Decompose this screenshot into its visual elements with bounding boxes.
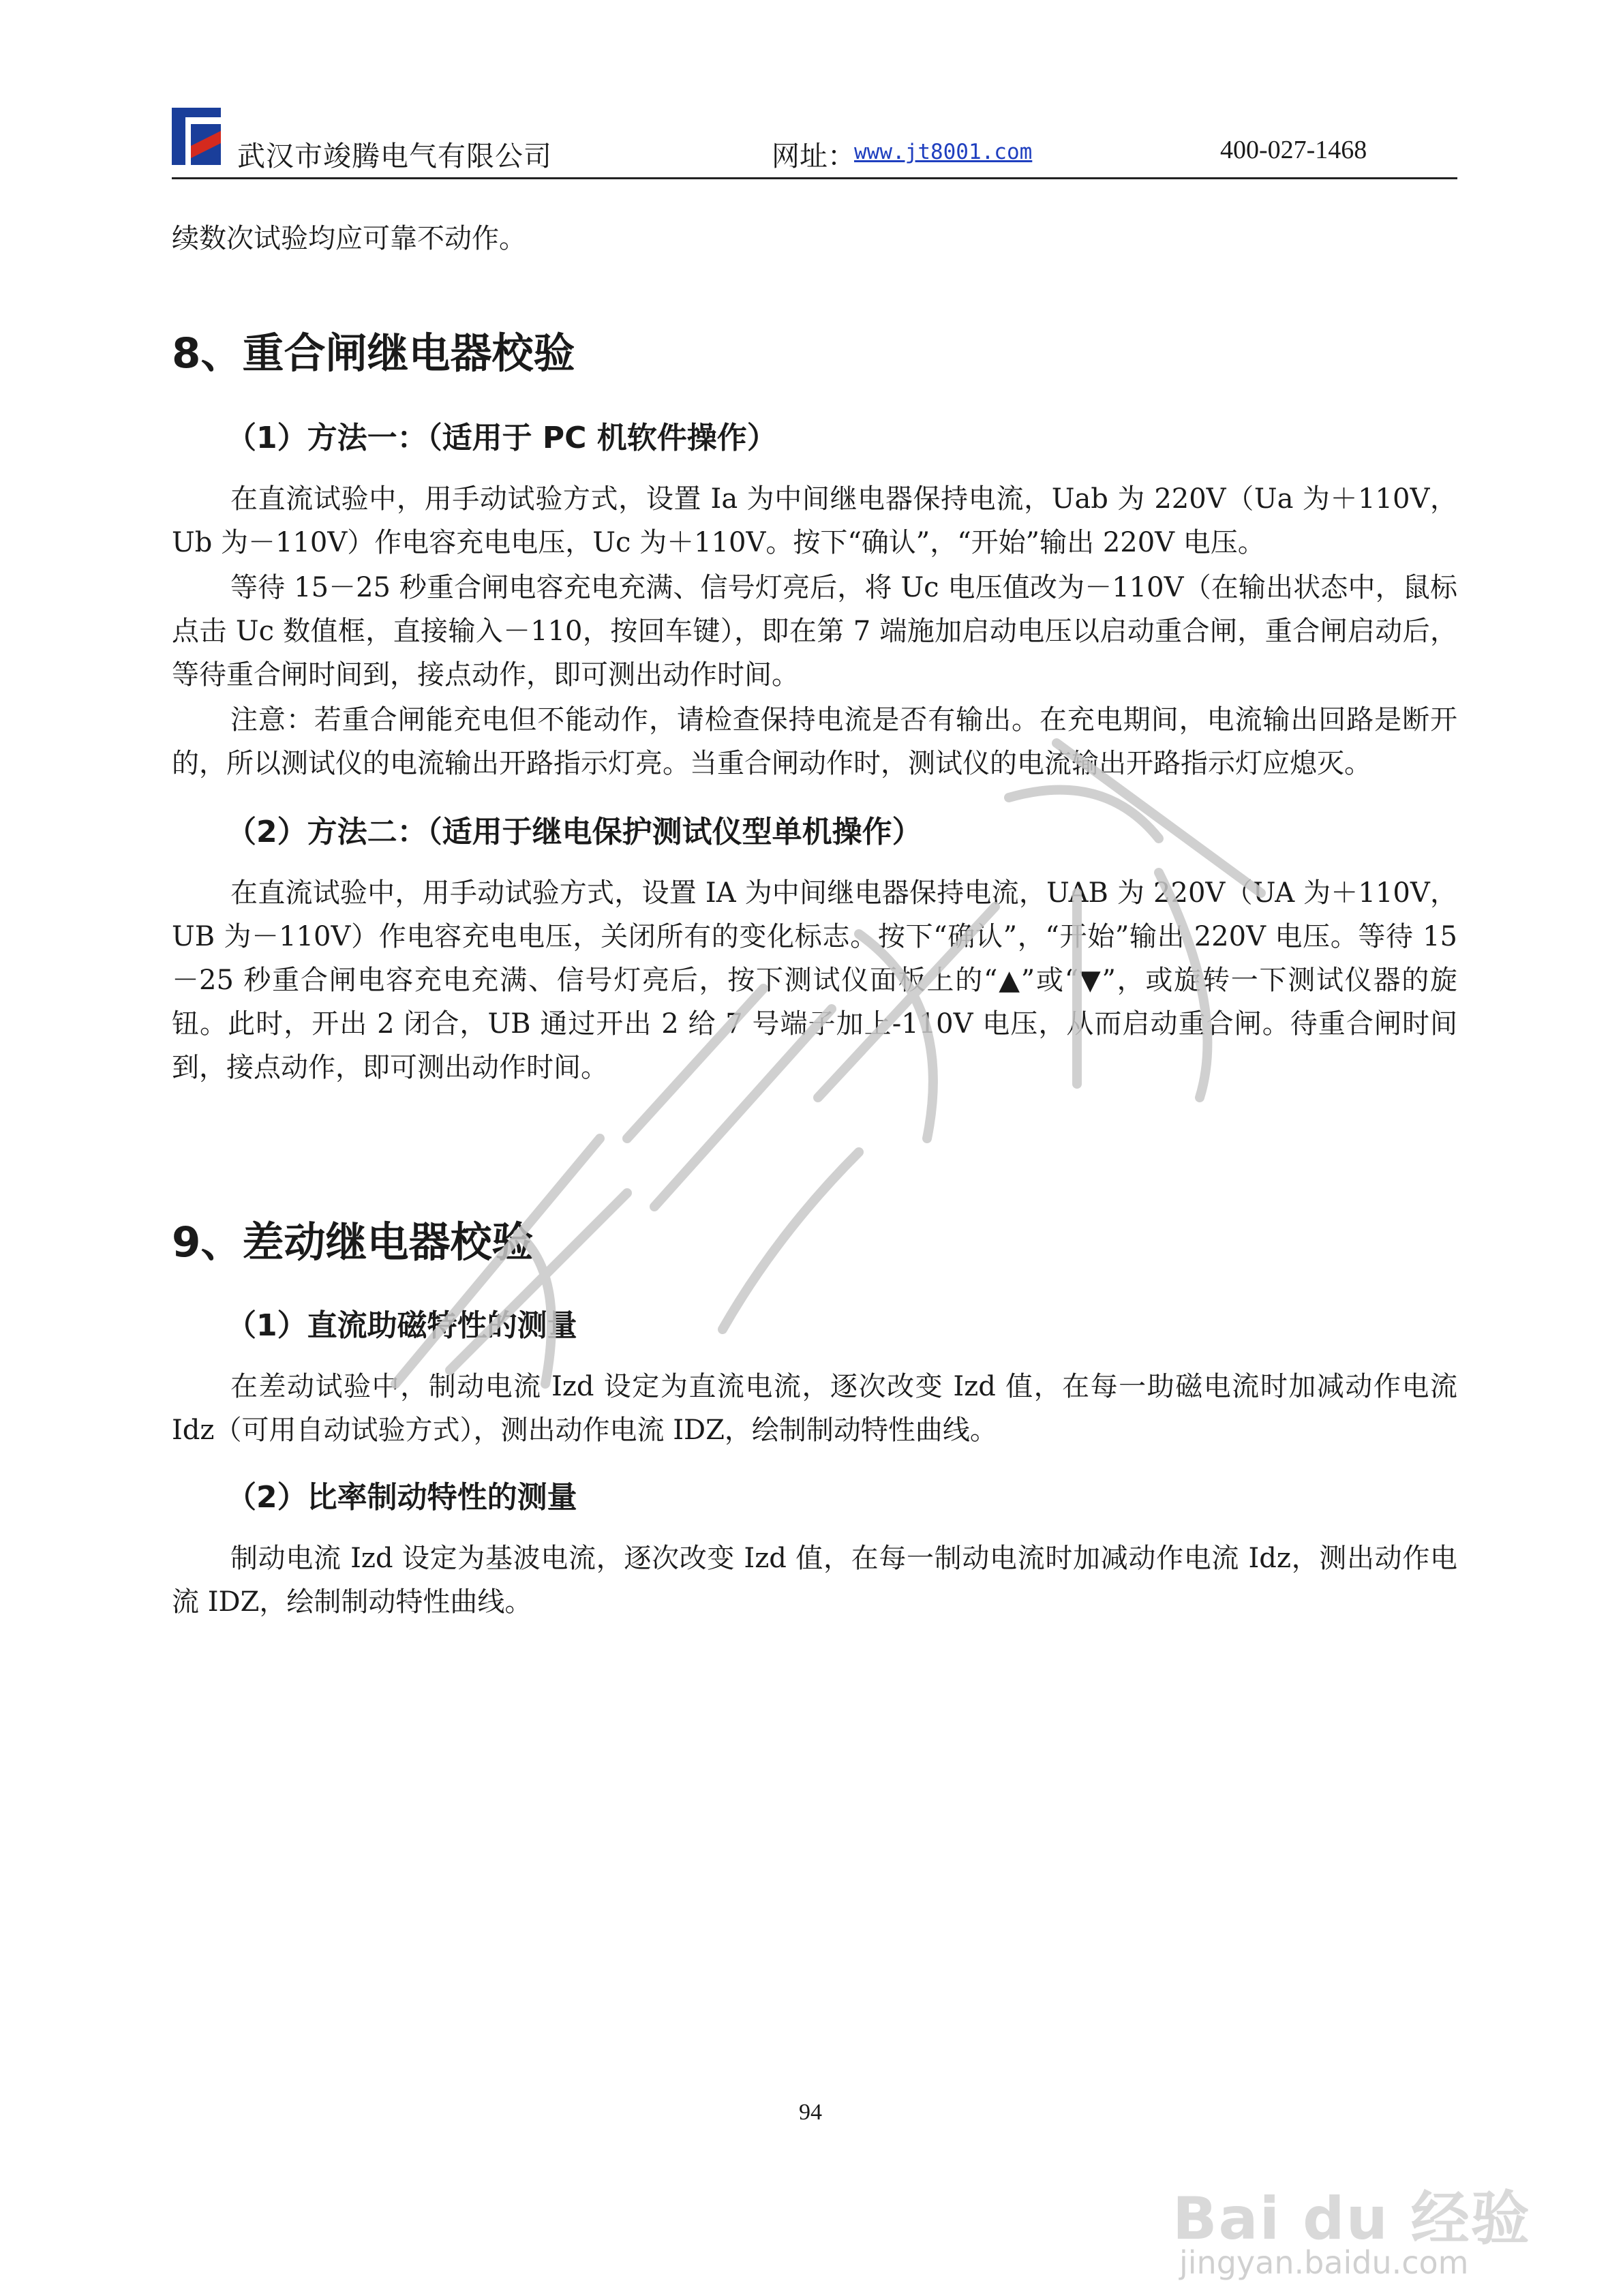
s9-sub2-para: 制动电流 Izd 设定为基波电流，逐次改变 Izd 值，在每一制动电流时加减动作电流 Idz，测出动作电流 IDZ，绘制制动特性曲线。 [172, 1543, 1457, 1618]
s8-method2-para: 在直流试验中，用手动试验方式，设置 IA 为中间继电器保持电流，UAB 为 220V（UA 为＋110V，UB 为－110V）作电容充电电压，关闭所有的变化标志。按下“确认”，“开始”输出 220V 电压。等待 15－25 秒重合闸电容充电充满、信号灯亮后，按下测试仪面板上的“▲”或“▼”，或旋转一下测试仪器的旋钮。此时，开出 2 闭合，UB 通过开出 2 给 7 号端子加上-110V 电压，从而启动重合闸。待重合闸时间到，接点动作，即可测出动作时间。 [172, 877, 1457, 1083]
s8-method1-para2: 等待 15－25 秒重合闸电容充电充满、信号灯亮后，将 Uc 电压值改为－110V（在输出状态中，鼠标点击 Uc 数值框，直接输入－110，按回车键），即在第 7 端施加启动电压以启动重合闸，重合闸启动后，等待重合闸时间到，接点动作，即可测出动作时间。 [172, 572, 1457, 691]
header-divider [172, 177, 1457, 179]
page-number: 94 [799, 2100, 822, 2125]
website-link[interactable]: www.jt8001.com [854, 140, 1033, 164]
intro-text: 续数次试验均应可靠不动作。 [172, 223, 526, 254]
phone-number: 400-027-1468 [1220, 136, 1367, 164]
url-label: 网址： [772, 140, 855, 172]
section-8-heading: 8、重合闸继电器校验 [172, 329, 575, 378]
baidu-watermark-url: jingyan.baidu.com [1179, 2244, 1469, 2281]
baidu-watermark: Bai du 经验 [1172, 2185, 1531, 2253]
company-logo-icon [172, 108, 221, 165]
s8-method1-heading: （1）方法一：（适用于 PC 机软件操作） [226, 421, 777, 455]
company-name: 武汉市竣腾电气有限公司 [237, 140, 552, 172]
section-9-heading: 9、差动继电器校验 [172, 1218, 534, 1267]
s9-sub2-heading: （2）比率制动特性的测量 [226, 1480, 577, 1515]
s9-sub1-para: 在差动试验中，制动电流 Izd 设定为直流电流，逐次改变 Izd 值，在每一助磁电流时加减动作电流 Idz（可用自动试验方式），测出动作电流 IDZ，绘制制动特性曲线。 [172, 1371, 1457, 1446]
s8-method1-note: 注意：若重合闸能充电但不能动作，请检查保持电流是否有输出。在充电期间，电流输出回路是断开的，所以测试仪的电流输出开路指示灯亮。当重合闸动作时，测试仪的电流输出开路指示灯应熄灭。 [172, 704, 1457, 779]
s8-method2-heading: （2）方法二：（适用于继电保护测试仪型单机操作） [226, 815, 922, 849]
s9-sub1-heading: （1）直流助磁特性的测量 [226, 1308, 577, 1343]
s8-method1-para1: 在直流试验中，用手动试验方式，设置 Ia 为中间继电器保持电流，Uab 为 220V（Ua 为＋110V，Ub 为－110V）作电容充电电压，Uc 为＋110V。按下“确认”，“开始”输出 220V 电压。 [172, 483, 1457, 558]
